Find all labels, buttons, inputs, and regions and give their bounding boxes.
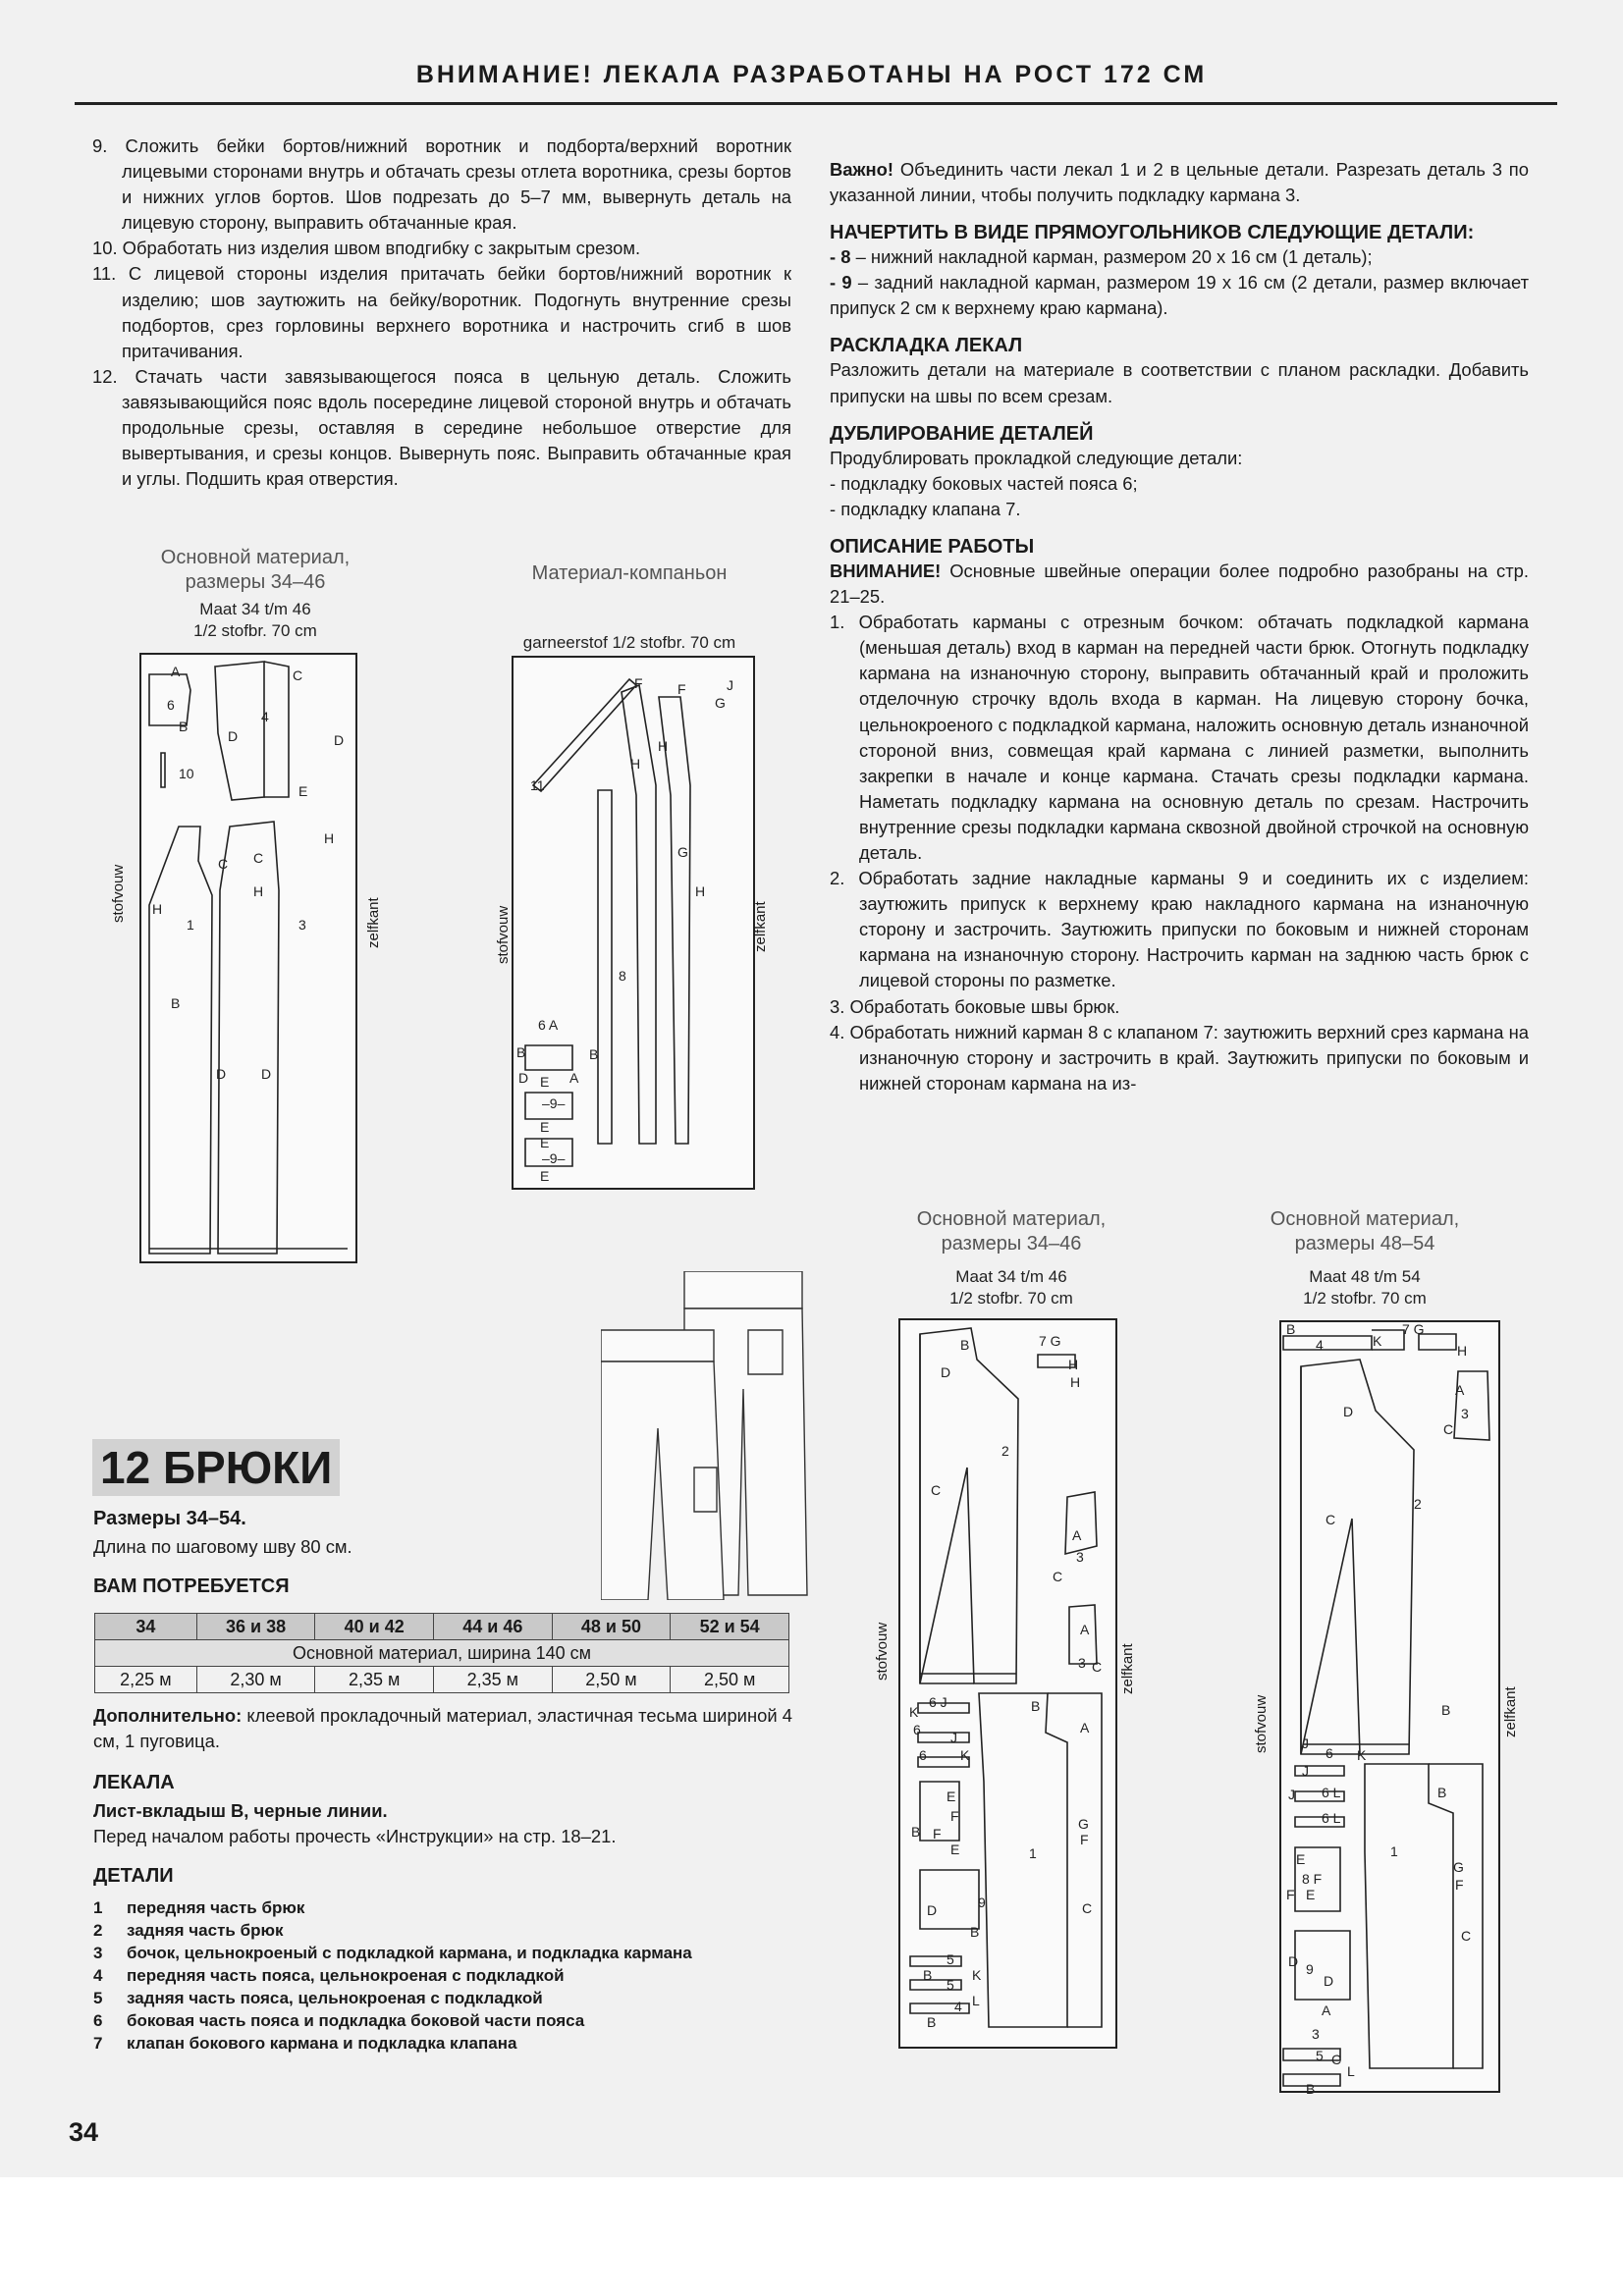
diagram4-label: 6 L — [1322, 1785, 1341, 1800]
diagram3-label: K — [909, 1704, 919, 1720]
diagram4-label: K — [1373, 1333, 1382, 1349]
table-row — [95, 1614, 789, 1640]
pattern-shapes-1 — [141, 655, 355, 1261]
diagram4-sub-line1: Maat 48 t/m 54 — [1309, 1267, 1421, 1286]
diagram4-label: D — [1324, 1973, 1334, 1989]
diagram4-caption-line2: размеры 48–54 — [1294, 1233, 1435, 1255]
diagram2-label: 8 — [619, 968, 626, 984]
left-instructions — [92, 133, 791, 492]
diagram3-label: E — [950, 1842, 960, 1857]
diagram1-label: D — [228, 728, 239, 744]
diagram3-label: A — [1080, 1622, 1090, 1637]
table-cell: 2,35 м — [315, 1667, 434, 1693]
diagram1-label: C — [293, 667, 303, 683]
dup-line: - подкладку клапана 7. — [830, 498, 1021, 519]
diagram3-label: B — [927, 2014, 937, 2030]
diagram3-label: C — [1092, 1659, 1103, 1675]
diagram1-label: D — [261, 1066, 272, 1082]
diagram1-sub-line1: Maat 34 t/m 46 — [199, 600, 311, 618]
rect-item-num: - 9 — [830, 272, 852, 294]
pattern-shapes-3 — [900, 1320, 1115, 2047]
diagram1-caption-line1: Основной материал, — [160, 547, 351, 568]
part-text: задняя часть пояса, цельнокроеная с подкладкой — [127, 1989, 543, 2007]
table-cell: 52 и 54 — [671, 1614, 789, 1640]
diagram1-label: B — [179, 719, 189, 734]
instruction-item: 10. Обработать низ изделия швом вподгибку с закрытым срезом. — [92, 238, 641, 259]
table-cell: 2,50 м — [552, 1667, 671, 1693]
right-text-column — [830, 157, 1529, 1096]
instruction-item: 9. Сложить бейки бортов/нижний воротник и подборта/верхний воротник лицевыми сторонами внутрь и обтачать срезы отлета воротника, срезы бортов и нижних углов бортов. Шов подрезать до 5–7 мм, вывернуть деталь на лицевую сторону, выправить обтачанные края. — [92, 135, 791, 234]
sheet-line: Лист-вкладыш B, черные линии. — [93, 1800, 388, 1821]
diagram1-side-left: stofvouw — [110, 864, 127, 923]
diagram2-label: G — [715, 695, 726, 711]
instructions-line: Перед началом работы прочесть «Инструкции» на стр. 18–21. — [93, 1826, 617, 1846]
diagram3-label: 7 G — [1039, 1333, 1061, 1349]
section-title: 12 БРЮКИ — [92, 1439, 340, 1496]
diagram2-label: 6 A — [538, 1017, 559, 1033]
extra-materials — [93, 1703, 792, 1754]
work-item: 1. Обработать карманы с отрезным бочком: обтачать подкладкой кармана (меньшая деталь) вход в карман на передней части брюк. Отогнуть подкладку кармана на изнаночную сторону, выправить обтачанный край и проложить отделочную строчку вдоль входа в карман. На лицевую сторону бочка, цельнокроеного с подкладкой кармана, наложить основную деталь изнаночной стороной вниз, совмещая край кармана с линией разметки, выполнить закрепки в начале и конце кармана. Стачать срезы подкладки кармана. Наметать подкладку кармана на основную деталь по срезам. Настрочить внутренние срезы подкладки кармана сквозной двойной строчкой на основную деталь. — [830, 612, 1529, 863]
diagram3-label: F — [1080, 1832, 1089, 1847]
diagram1-side-right: zelfkant — [365, 897, 382, 948]
diagram4-label: J — [1302, 1735, 1309, 1751]
diagram4-label: 2 — [1414, 1496, 1422, 1512]
important-note — [830, 157, 1529, 208]
part-text: клапан бокового кармана и подкладка клапана — [127, 2034, 517, 2053]
parts-list — [93, 1896, 741, 2055]
header-rule — [75, 102, 1557, 105]
diagram4-label: G — [1453, 1859, 1464, 1875]
diagram1-caption — [108, 546, 403, 642]
diagram2-label: A — [569, 1070, 579, 1086]
page-header: ВНИМАНИЕ! ЛЕКАЛА РАЗРАБОТАНЫ НА РОСТ 172 СМ — [415, 61, 1208, 88]
diagram3-label: K — [960, 1747, 970, 1763]
diagram4-label: 5 — [1316, 2048, 1324, 2063]
diagram3-sub-line2: 1/2 stofbr. 70 cm — [949, 1289, 1073, 1308]
diagram4-label: B — [1437, 1785, 1447, 1800]
diagram1-label: D — [334, 732, 345, 748]
list-item — [93, 2032, 741, 2055]
pattern-shapes-4 — [1281, 1322, 1498, 2091]
dup-line: - подкладку боковых частей пояса 6; — [830, 472, 1138, 494]
diagram4-label: B — [1441, 1702, 1451, 1718]
diagram4-label: C — [1331, 2052, 1342, 2067]
diagram3-label: G — [1078, 1816, 1089, 1832]
diagram2-label: E — [540, 1119, 550, 1135]
part-text: передняя часть пояса, цельнокроеная с подкладкой — [127, 1966, 565, 1985]
diagram4-label: B — [1286, 1321, 1296, 1337]
diagram3-label: A — [1080, 1720, 1090, 1735]
important-text: Объединить части лекал 1 и 2 в цельные детали. Разрезать деталь 3 по указанной линии, чтобы получить подкладку кармана 3. — [830, 159, 1529, 206]
important-label: Важно! — [830, 159, 894, 180]
work-item: 2. Обработать задние накладные карманы 9 и соединить их с изделием: заутюжить припуск к верхнему краю накладного кармана на изнаночную сторону и застрочить. Заутюжить припуски по боковым и нижней сторонам кармана на изнаночную сторону. Настрочить карман на заднюю часть брюк с лицевой стороны по разметке. — [830, 868, 1529, 991]
instruction-item: 12. Стачать части завязывающегося пояса в цельную деталь. Сложить завязывающийся пояс вдоль посередине лицевой стороной внутрь и обтачать продольные срезы, оставляя в середине небольшое отверстие для вывертывания, и срезы концов. Вывернуть пояс. Выправить обтачанные края и углы. Подшить края отверстия. — [92, 365, 791, 490]
diagram3-label: E — [947, 1789, 956, 1804]
diagram4-label: C — [1325, 1512, 1336, 1527]
attention-label: ВНИМАНИЕ! — [830, 560, 942, 581]
diagram2-label: B — [516, 1044, 526, 1060]
list-item — [93, 1964, 741, 1987]
diagram3-label: H — [1068, 1357, 1079, 1372]
table-cell: 2,30 м — [196, 1667, 315, 1693]
table-cell: 40 и 42 — [315, 1614, 434, 1640]
diagram4-label: A — [1322, 2002, 1331, 2018]
diagram3-label: L — [972, 1993, 980, 2008]
diagram3-label: B — [970, 1924, 980, 1940]
diagram1-label: 3 — [298, 917, 306, 933]
extra-text: клеевой прокладочный материал, эластичная тесьма шириной 4 см, 1 пуговица. — [93, 1705, 792, 1752]
table-row — [95, 1640, 789, 1667]
diagram3-side-left: stofvouw — [874, 1622, 891, 1681]
diagram4-label: K — [1357, 1747, 1367, 1763]
part-text: задняя часть брюк — [127, 1921, 284, 1940]
patterns-heading: ЛЕКАЛА — [93, 1772, 175, 1793]
part-text: передняя часть брюк — [127, 1898, 305, 1917]
diagram1-caption-line2: размеры 34–46 — [185, 571, 326, 593]
diagram3-label: B — [1031, 1698, 1041, 1714]
inseam-length: Длина по шаговому шву 80 см. — [93, 1536, 352, 1557]
diagram1-label: 1 — [187, 917, 194, 933]
diagram3-sub-line1: Maat 34 t/m 46 — [955, 1267, 1067, 1286]
table-cell: 48 и 50 — [552, 1614, 671, 1640]
rect-item-text: – нижний накладной карман, размером 20 х 16 см (1 деталь); — [850, 246, 1373, 268]
diagram3-label: 3 — [1076, 1549, 1084, 1565]
diagram1-label: D — [216, 1066, 227, 1082]
diagram4-label: 6 L — [1322, 1810, 1341, 1826]
table-cell: 2,50 м — [671, 1667, 789, 1693]
extra-label: Дополнительно: — [93, 1705, 243, 1726]
table-cell: Основной материал, ширина 140 см — [95, 1640, 789, 1667]
diagram2-label: G — [677, 844, 688, 860]
diagram3-label: 5 — [947, 1951, 954, 1967]
diagram3-label: B — [911, 1824, 921, 1840]
diagram4-label: C — [1461, 1928, 1472, 1944]
diagram1-label: C — [218, 856, 229, 872]
diagram3-label: 3 — [1078, 1655, 1086, 1671]
table-row — [95, 1667, 789, 1693]
diagram4-label: L — [1347, 2063, 1355, 2079]
diagram4-label: D — [1343, 1404, 1354, 1419]
rect-heading: НАЧЕРТИТЬ В ВИДЕ ПРЯМОУГОЛЬНИКОВ СЛЕДУЮЩИЕ ДЕТАЛИ: — [830, 222, 1475, 244]
layout-board-3 — [898, 1318, 1117, 2049]
layout-board-1 — [139, 653, 357, 1263]
diagram3-label: D — [927, 1902, 938, 1918]
diagram1-label: H — [324, 830, 335, 846]
diagram4-label: F — [1286, 1887, 1295, 1902]
diagram4-side-right: zelfkant — [1502, 1686, 1519, 1737]
diagram3-label: F — [950, 1808, 959, 1824]
diagram2-label: H — [630, 756, 641, 772]
diagram4-label: F — [1455, 1877, 1464, 1893]
trousers-illustration — [601, 1271, 812, 1600]
diagram4-label: H — [1457, 1343, 1468, 1359]
diagram1-sub-line2: 1/2 stofbr. 70 cm — [193, 621, 317, 640]
diagram2-label: –9– — [542, 1150, 566, 1166]
rect-item — [830, 270, 1529, 321]
part-text: бочок, цельнокроеный с подкладкой кармана, и подкладка кармана — [127, 1944, 692, 1962]
diagram3-label: 5 — [947, 1977, 954, 1993]
diagram1-label: 10 — [179, 766, 194, 781]
layout-text: Разложить детали на материале в соответствии с планом раскладки. Добавить припуски на швы по всем срезам. — [830, 359, 1529, 406]
diagram4-label: 4 — [1316, 1337, 1324, 1353]
sizes-label: Размеры 34–54. — [93, 1508, 246, 1529]
parts-heading: ДЕТАЛИ — [93, 1865, 174, 1887]
diagram3-label: J — [950, 1730, 957, 1745]
diagram3-label: 6 — [919, 1747, 927, 1763]
diagram4-label: J — [1302, 1763, 1309, 1779]
part-number: 6 — [93, 2011, 103, 2030]
attention-text: Основные швейные операции более подробно разобраны на стр. 21–25. — [830, 560, 1529, 608]
rect-item-num: - 8 — [830, 246, 851, 268]
table-cell: 34 — [95, 1614, 197, 1640]
diagram4-label: D — [1288, 1953, 1299, 1969]
diagram3-label: D — [941, 1364, 951, 1380]
diagram3-label: 6 — [913, 1722, 921, 1737]
diagram4-side-left: stofvouw — [1253, 1694, 1270, 1753]
diagram4-label: 3 — [1461, 1406, 1469, 1421]
rect-item-text: – задний накладной карман, размером 19 х 16 см (2 детали, размер включает припуск 2 см к верхнему краю кармана). — [830, 272, 1529, 319]
table-cell: 2,35 м — [434, 1667, 553, 1693]
diagram3-label: C — [1053, 1569, 1063, 1584]
part-number: 5 — [93, 1989, 103, 2007]
table-cell: 2,25 м — [95, 1667, 197, 1693]
diagram4-label: E — [1306, 1887, 1316, 1902]
part-number: 1 — [93, 1898, 103, 1917]
diagram3-label: K — [972, 1967, 982, 1983]
diagram4-sub-line2: 1/2 stofbr. 70 cm — [1303, 1289, 1427, 1308]
diagram4-label: A — [1455, 1382, 1465, 1398]
table-cell: 36 и 38 — [196, 1614, 315, 1640]
diagram2-label: E — [540, 1135, 550, 1150]
diagram3-caption-line1: Основной материал, — [916, 1208, 1107, 1230]
diagram1-label: H — [152, 901, 163, 917]
dup-heading: ДУБЛИРОВАНИЕ ДЕТАЛЕЙ — [830, 422, 1094, 445]
diagram3-label: 2 — [1001, 1443, 1009, 1459]
instruction-item: 11. С лицевой стороны изделия притачать бейки бортов/нижний воротник к изделию; шов заутюжить на бейку/воротник. Подогнуть внутренние срезы подбортов, срез горловины верхнего воротника и настрочить сгиб в шов притачивания. — [92, 263, 791, 361]
diagram3-caption — [864, 1207, 1159, 1309]
diagram3-label: C — [931, 1482, 942, 1498]
work-heading: ОПИСАНИЕ РАБОТЫ — [830, 535, 1035, 558]
diagram2-side-left: stofvouw — [495, 905, 512, 964]
diagram4-label: 6 — [1325, 1745, 1333, 1761]
diagram1-label: H — [253, 883, 264, 899]
diagram4-label: E — [1296, 1851, 1306, 1867]
work-item: 3. Обработать боковые швы брюк. — [830, 995, 1120, 1017]
diagram2-label: E — [540, 1168, 550, 1184]
diagram4-caption — [1217, 1207, 1512, 1309]
part-number: 7 — [93, 2034, 103, 2053]
table-cell: 44 и 46 — [434, 1614, 553, 1640]
diagram2-label: F — [677, 681, 686, 697]
attention-note — [830, 559, 1529, 610]
part-number: 3 — [93, 1944, 103, 1962]
diagram3-side-right: zelfkant — [1119, 1643, 1136, 1694]
diagram2-label: E — [540, 1074, 550, 1090]
diagram4-label: 7 G — [1402, 1321, 1425, 1337]
diagram4-label: B — [1306, 2081, 1316, 2097]
diagram3-label: H — [1070, 1374, 1081, 1390]
part-number: 2 — [93, 1921, 103, 1940]
list-item — [93, 2009, 741, 2032]
diagram4-label: 8 F — [1302, 1871, 1323, 1887]
part-number: 4 — [93, 1966, 103, 1985]
diagram2-sub: garneerstof 1/2 stofbr. 70 cm — [522, 633, 736, 652]
page-number: 34 — [69, 2117, 99, 2147]
diagram3-label: 6 J — [929, 1694, 947, 1710]
list-item — [93, 1987, 741, 2009]
diagram1-label: C — [253, 850, 264, 866]
diagram2-label: F — [634, 675, 643, 691]
diagram1-label: 4 — [261, 709, 269, 724]
diagram4-label: 9 — [1306, 1961, 1314, 1977]
diagram1-label: B — [171, 995, 181, 1011]
list-item — [93, 1942, 741, 1964]
layout-heading: РАСКЛАДКА ЛЕКАЛ — [830, 335, 1023, 357]
diagram3-label: B — [923, 1967, 933, 1983]
need-heading: ВАМ ПОТРЕБУЕТСЯ — [93, 1575, 290, 1597]
diagram4-label: J — [1288, 1787, 1295, 1802]
list-item — [93, 1896, 741, 1919]
diagram4-caption-line1: Основной материал, — [1270, 1208, 1460, 1230]
part-text: боковая часть пояса и подкладка боковой части пояса — [127, 2011, 585, 2030]
list-item — [93, 1919, 741, 1942]
diagram3-label: F — [933, 1826, 942, 1842]
diagram2-side-right: zelfkant — [752, 901, 769, 952]
diagram3-label: 9 — [978, 1895, 986, 1910]
diagram1-label: E — [298, 783, 308, 799]
diagram4-label: C — [1443, 1421, 1454, 1437]
diagram3-label: C — [1082, 1900, 1093, 1916]
diagram3-label: B — [960, 1337, 970, 1353]
diagram2-label: –9– — [542, 1095, 566, 1111]
diagram2-label: H — [695, 883, 706, 899]
diagram3-label: A — [1072, 1527, 1082, 1543]
diagram3-label: 4 — [954, 1999, 962, 2014]
diagram2-label: H — [658, 738, 669, 754]
diagram3-label: 1 — [1029, 1845, 1037, 1861]
diagram2-label: D — [518, 1070, 529, 1086]
diagram4-label: 1 — [1390, 1843, 1398, 1859]
diagram1-label: 6 — [167, 697, 175, 713]
diagram2-label: J — [727, 677, 733, 693]
diagram2-label: 11 — [530, 777, 545, 793]
dup-line: Продублировать прокладкой следующие детали: — [830, 447, 1243, 468]
work-item: 4. Обработать нижний карман 8 с клапаном 7: заутюжить верхний срез кармана на изнаночную сторону и застрочить в край. Заутюжить припуски по боковым и нижней сторонам кармана на из- — [830, 1021, 1529, 1094]
rect-item — [830, 244, 1529, 270]
materials-table — [94, 1613, 789, 1693]
diagram3-caption-line2: размеры 34–46 — [941, 1233, 1082, 1255]
diagram4-label: 3 — [1312, 2026, 1320, 2042]
diagram2-caption: Материал-компаньон — [531, 562, 728, 584]
diagram2-label: B — [589, 1046, 599, 1062]
diagram1-label: A — [171, 664, 181, 679]
